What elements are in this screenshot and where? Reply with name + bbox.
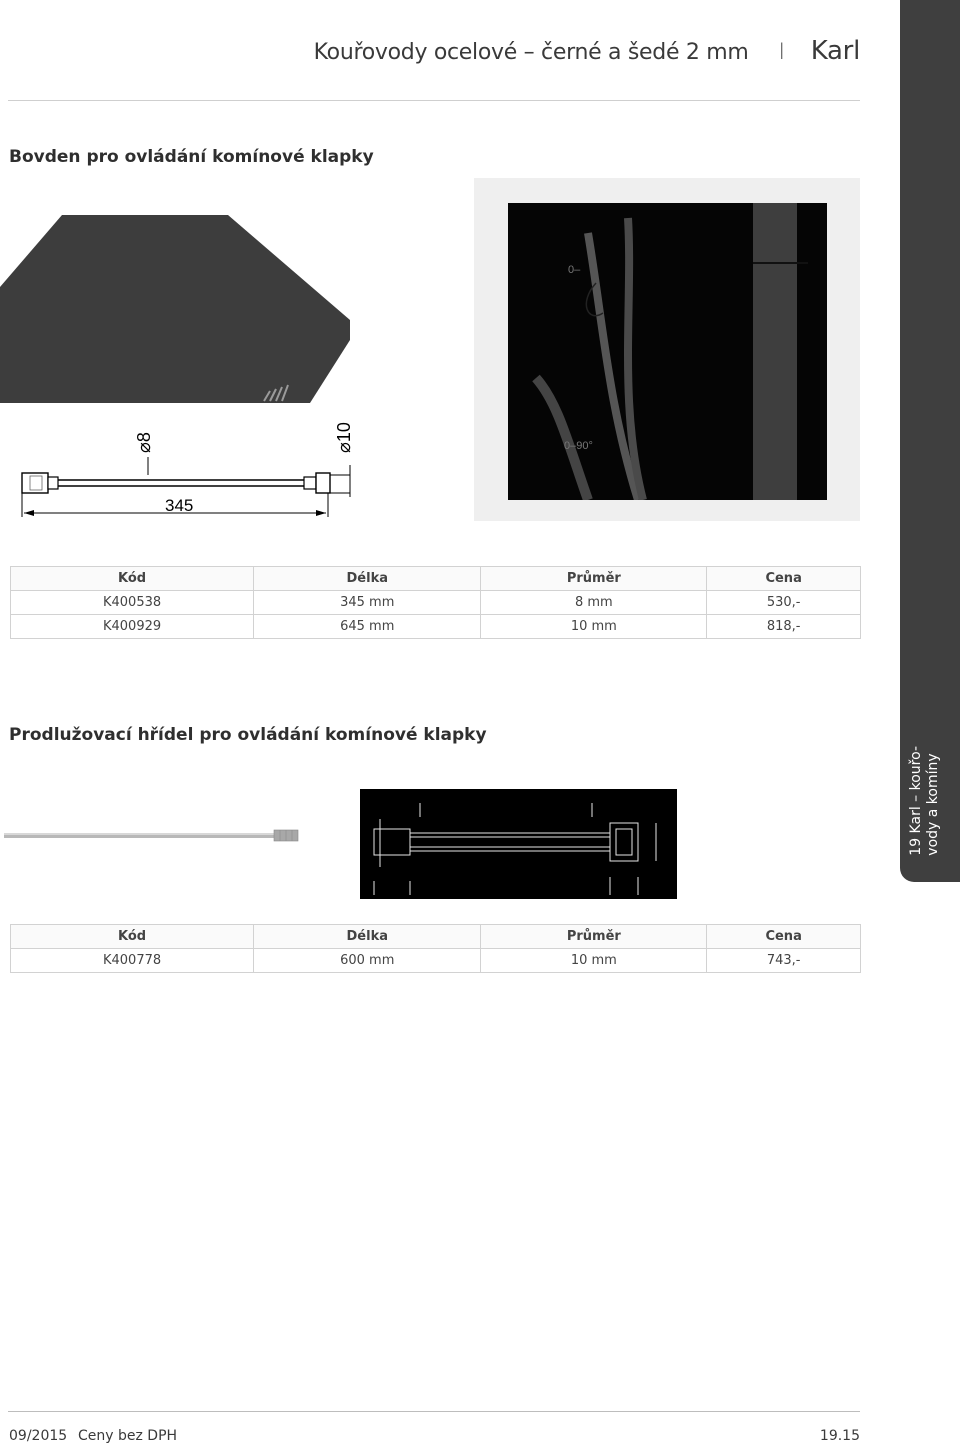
- col-header-length: Délka: [254, 925, 481, 949]
- cell-price: 818,-: [707, 615, 861, 639]
- dim-diameter-right: ⌀10: [334, 422, 354, 453]
- chapter-side-tab-label: 19 Karl – kouřo- vody a komíny: [908, 746, 941, 856]
- col-header-code: Kód: [11, 925, 254, 949]
- table-header-row: [11, 567, 861, 591]
- header-divider: [8, 100, 860, 101]
- page-header: [0, 36, 860, 66]
- col-header-price: Cena: [707, 567, 861, 591]
- col-header-diameter: Průměr: [481, 925, 707, 949]
- col-header-code: Kód: [11, 567, 254, 591]
- cell-price: 743,-: [707, 949, 861, 973]
- footer-date: 09/2015: [9, 1428, 68, 1444]
- spec-table-shaft: [10, 924, 861, 973]
- col-header-price: Cena: [707, 925, 861, 949]
- dim-diameter-left: ⌀8: [134, 432, 154, 453]
- product-photo-panel: [474, 178, 860, 521]
- spec-table-bovden: [10, 566, 861, 639]
- cell-code: K400538: [11, 591, 254, 615]
- section-title-bovden: Bovden pro ovládání komínové klapky: [9, 147, 374, 167]
- technical-drawing-shaft: [360, 789, 677, 899]
- cell-code: K400778: [11, 949, 254, 973]
- table-header-row: [11, 925, 861, 949]
- cell-diameter: 10 mm: [481, 615, 707, 639]
- angle-label-top: 0–: [568, 264, 581, 276]
- header-title: Kouřovody ocelové – černé a šedé 2 mm: [313, 40, 749, 65]
- header-separator: I: [778, 40, 785, 65]
- footer-note: Ceny bez DPH: [78, 1428, 178, 1444]
- product-photo-bovden: [508, 203, 827, 500]
- col-header-length: Délka: [254, 567, 481, 591]
- table-row: [11, 949, 861, 973]
- col-header-diameter: Průměr: [481, 567, 707, 591]
- cell-diameter: 8 mm: [481, 591, 707, 615]
- cell-diameter: 10 mm: [481, 949, 707, 973]
- angle-label-bottom: 0–90°: [564, 440, 593, 452]
- cell-length: 345 mm: [254, 591, 481, 615]
- header-brand: Karl: [810, 36, 860, 66]
- technical-drawing-bovden: [0, 405, 360, 530]
- section-title-shaft: Prodlužovací hřídel pro ovládání komínové klapky: [9, 725, 487, 745]
- table-row: [11, 591, 861, 615]
- table-row: [11, 615, 861, 639]
- cell-length: 600 mm: [254, 949, 481, 973]
- cell-price: 530,-: [707, 591, 861, 615]
- page-number: 19.15: [819, 1428, 860, 1444]
- product-image-shaft: [4, 828, 304, 844]
- cell-length: 645 mm: [254, 615, 481, 639]
- chapter-side-tab[interactable]: [900, 0, 960, 882]
- product-image-bovden-handle: [0, 215, 350, 403]
- footer-divider: [8, 1411, 860, 1412]
- cell-code: K400929: [11, 615, 254, 639]
- dim-length: 345: [165, 496, 194, 515]
